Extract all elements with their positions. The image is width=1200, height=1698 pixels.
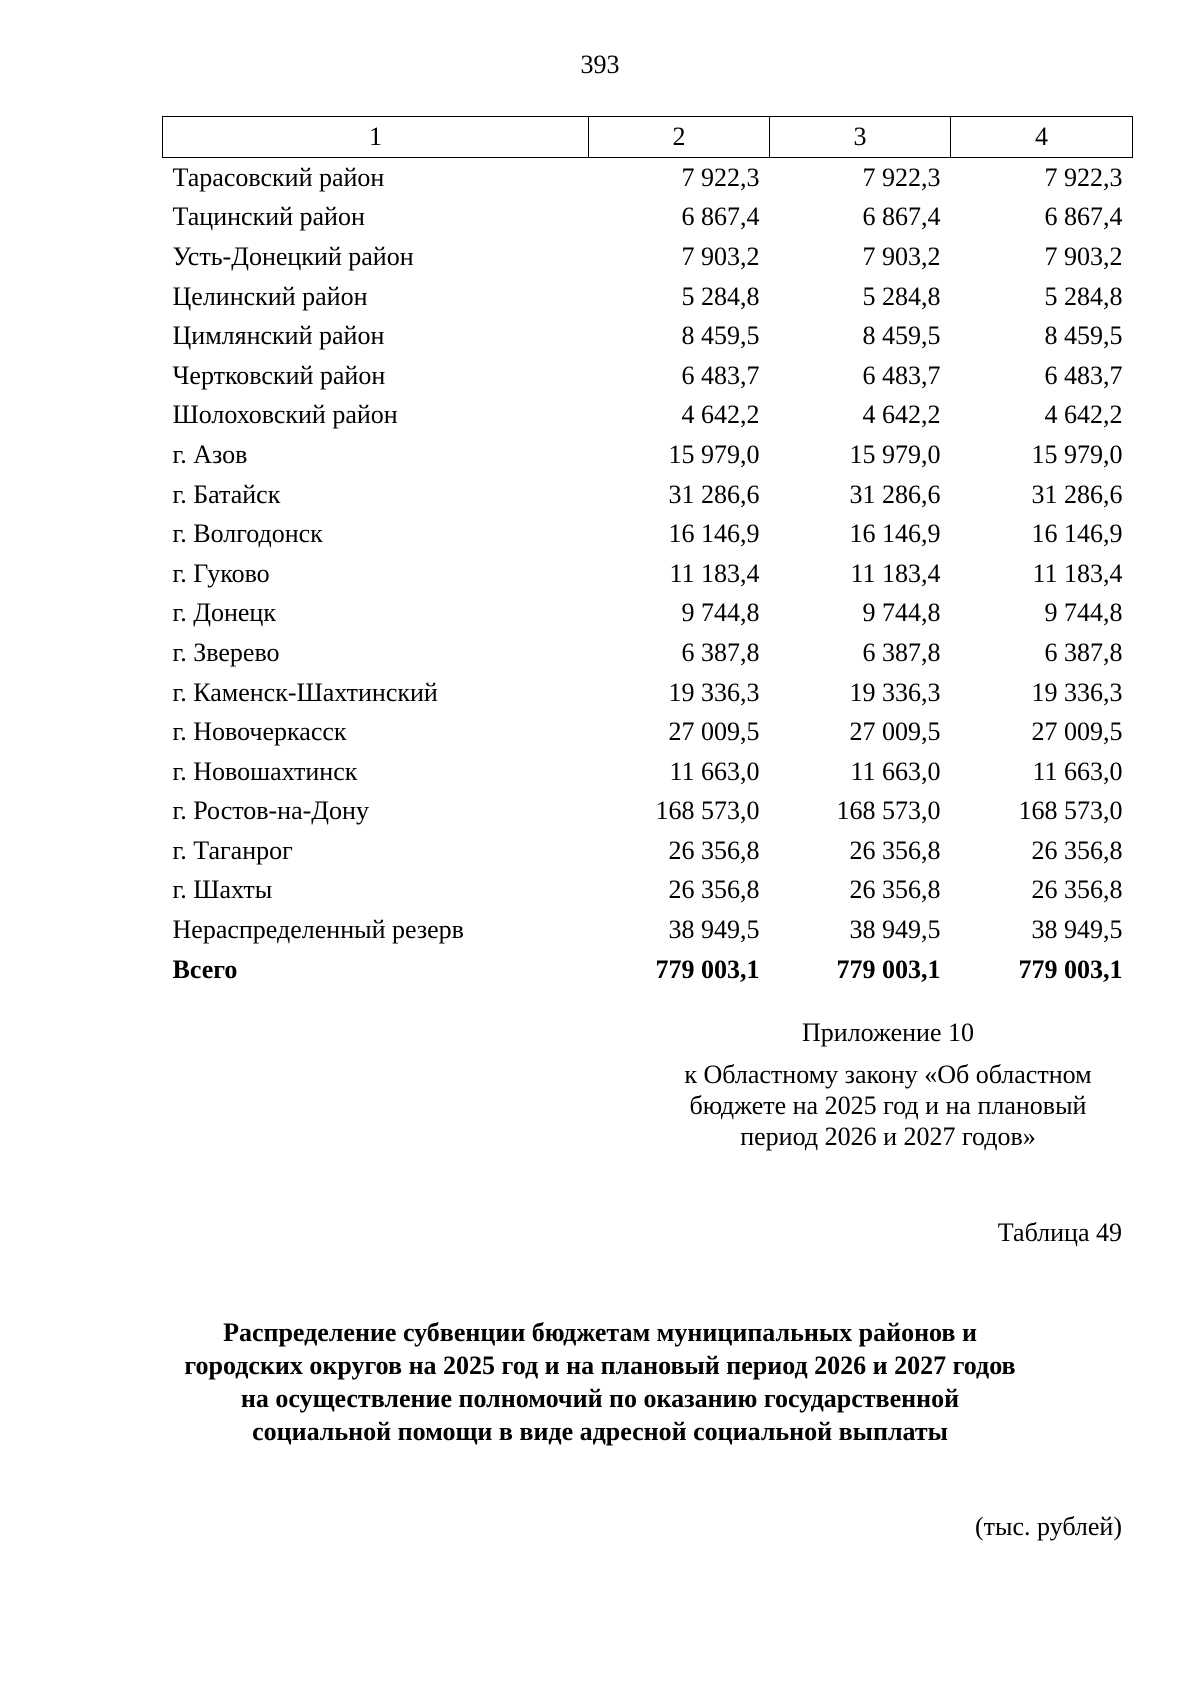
heading-line: Распределение субвенции бюджетам муниципальных районов и (223, 1318, 977, 1347)
value-2026-cell: 27 009,5 (849, 717, 941, 747)
value-2025-cell: 6 867,4 (681, 202, 760, 232)
appendix-title: Приложение 10 (801, 1018, 975, 1047)
appendix-reference-line: бюджете на 2025 год и на плановый (689, 1091, 1087, 1120)
value-2026-cell: 6 483,7 (862, 360, 941, 390)
table-row (163, 792, 1133, 832)
table-row (163, 554, 1133, 594)
value-2025-cell: 6 387,8 (681, 637, 760, 667)
table-row (163, 910, 1133, 950)
value-2025-cell: 15 979,0 (668, 439, 760, 469)
value-2026-cell: 11 183,4 (850, 558, 941, 588)
column-header-4: 4 (951, 117, 1133, 158)
value-2026-cell: 16 146,9 (849, 519, 941, 549)
value-2027-cell: 5 284,8 (1044, 281, 1123, 311)
row-name-cell: г. Шахты (172, 875, 273, 905)
value-2026-cell: 7 903,2 (862, 241, 941, 271)
value-2027-cell: 38 949,5 (1031, 915, 1123, 945)
value-2025-cell: 5 284,8 (681, 281, 760, 311)
value-2027-cell: 11 663,0 (1032, 756, 1123, 786)
value-2026-cell: 8 459,5 (862, 321, 941, 351)
value-2027-cell: 31 286,6 (1031, 479, 1123, 509)
table-row (163, 712, 1133, 752)
appendix-reference-line: к Областному закону «Об областном (684, 1060, 1092, 1089)
row-name-cell: Тарасовский район (172, 162, 385, 192)
value-2027-cell: 26 356,8 (1031, 835, 1123, 865)
value-2027-cell: 15 979,0 (1031, 439, 1123, 469)
column-header-3: 3 (770, 117, 951, 158)
table-row (163, 475, 1133, 515)
row-name-cell: Всего (172, 954, 238, 984)
heading-line: городских округов на 2025 год и на плановый период 2026 и 2027 годов (184, 1351, 1016, 1380)
value-2027-cell: 9 744,8 (1044, 598, 1123, 628)
row-name-cell: г. Зверево (172, 637, 280, 667)
value-2025-cell: 26 356,8 (668, 875, 760, 905)
value-2027-cell: 27 009,5 (1031, 717, 1123, 747)
row-name-cell: г. Ростов-на-Дону (172, 796, 369, 826)
value-2027-cell: 16 146,9 (1031, 519, 1123, 549)
row-name-cell: г. Новошахтинск (172, 756, 358, 786)
table-heading (120, 1316, 1080, 1448)
table-row (163, 633, 1133, 673)
table-row (163, 356, 1133, 396)
value-2027-cell: 6 483,7 (1044, 360, 1123, 390)
value-2027-cell: 11 183,4 (1032, 558, 1123, 588)
table-row (163, 396, 1133, 436)
table-row (163, 871, 1133, 911)
value-2025-cell: 38 949,5 (668, 915, 760, 945)
units-label: (тыс. рублей) (974, 1512, 1122, 1541)
value-2025-cell: 16 146,9 (668, 519, 760, 549)
value-2027-cell: 779 003,1 (1018, 954, 1123, 984)
subvention-table (162, 116, 1133, 989)
value-2025-cell: 7 903,2 (681, 241, 760, 271)
row-name-cell: Тацинский район (172, 202, 365, 232)
table-row (163, 435, 1133, 475)
table-row (163, 158, 1133, 198)
value-2025-cell: 31 286,6 (668, 479, 760, 509)
value-2025-cell: 7 922,3 (681, 162, 760, 192)
value-2025-cell: 19 336,3 (668, 677, 760, 707)
value-2027-cell: 7 903,2 (1044, 241, 1123, 271)
value-2026-cell: 15 979,0 (849, 439, 941, 469)
table-number: Таблица 49 (997, 1218, 1122, 1247)
value-2026-cell: 38 949,5 (849, 915, 941, 945)
value-2027-cell: 168 573,0 (1018, 796, 1123, 826)
column-header-2: 2 (589, 117, 770, 158)
value-2025-cell: 27 009,5 (668, 717, 760, 747)
value-2026-cell: 26 356,8 (849, 875, 941, 905)
table-row (163, 316, 1133, 356)
row-name-cell: г. Азов (172, 439, 248, 469)
table-row (163, 198, 1133, 238)
value-2026-cell: 31 286,6 (849, 479, 941, 509)
value-2025-cell: 779 003,1 (655, 954, 760, 984)
table-row (163, 514, 1133, 554)
value-2026-cell: 779 003,1 (836, 954, 941, 984)
value-2026-cell: 6 387,8 (862, 637, 941, 667)
table-header-row (163, 117, 1133, 158)
row-name-cell: г. Батайск (172, 479, 281, 509)
value-2027-cell: 6 387,8 (1044, 637, 1123, 667)
row-name-cell: г. Таганрог (172, 835, 293, 865)
column-header-1: 1 (163, 117, 589, 158)
value-2025-cell: 11 183,4 (669, 558, 760, 588)
page-number: 393 (580, 50, 620, 79)
appendix-reference-line: период 2026 и 2027 годов» (740, 1122, 1036, 1151)
table-row (163, 237, 1133, 277)
value-2027-cell: 8 459,5 (1044, 321, 1123, 351)
total-row (163, 950, 1133, 990)
table-body (163, 158, 1133, 990)
value-2025-cell: 6 483,7 (681, 360, 760, 390)
row-name-cell: Цимлянский район (172, 321, 385, 351)
heading-line: на осуществление полномочий по оказанию государственной (240, 1384, 960, 1413)
value-2026-cell: 168 573,0 (836, 796, 941, 826)
value-2026-cell: 6 867,4 (862, 202, 941, 232)
table-row (163, 277, 1133, 317)
value-2027-cell: 4 642,2 (1044, 400, 1123, 430)
value-2026-cell: 4 642,2 (862, 400, 941, 430)
table-row (163, 831, 1133, 871)
row-name-cell: Нераспределенный резерв (172, 915, 464, 945)
value-2025-cell: 11 663,0 (669, 756, 760, 786)
row-name-cell: Шолоховский район (172, 400, 398, 430)
value-2026-cell: 5 284,8 (862, 281, 941, 311)
table-row (163, 673, 1133, 713)
value-2026-cell: 9 744,8 (862, 598, 941, 628)
appendix-reference (648, 1059, 1128, 1152)
value-2025-cell: 9 744,8 (681, 598, 760, 628)
row-name-cell: Усть-Донецкий район (172, 241, 414, 271)
value-2027-cell: 6 867,4 (1044, 202, 1123, 232)
value-2027-cell: 7 922,3 (1044, 162, 1123, 192)
value-2025-cell: 4 642,2 (681, 400, 760, 430)
value-2026-cell: 26 356,8 (849, 835, 941, 865)
value-2026-cell: 19 336,3 (849, 677, 941, 707)
table-row (163, 594, 1133, 634)
value-2027-cell: 26 356,8 (1031, 875, 1123, 905)
heading-line: социальной помощи в виде адресной социальной выплаты (252, 1417, 948, 1446)
value-2025-cell: 168 573,0 (655, 796, 760, 826)
row-name-cell: г. Новочеркасск (172, 717, 347, 747)
value-2026-cell: 11 663,0 (850, 756, 941, 786)
row-name-cell: г. Каменск-Шахтинский (172, 677, 438, 707)
row-name-cell: Целинский район (172, 281, 368, 311)
value-2025-cell: 8 459,5 (681, 321, 760, 351)
value-2027-cell: 19 336,3 (1031, 677, 1123, 707)
row-name-cell: Чертковский район (172, 360, 386, 390)
row-name-cell: г. Волгодонск (172, 519, 323, 549)
table-row (163, 752, 1133, 792)
value-2025-cell: 26 356,8 (668, 835, 760, 865)
value-2026-cell: 7 922,3 (862, 162, 941, 192)
row-name-cell: г. Гуково (172, 558, 270, 588)
row-name-cell: г. Донецк (172, 598, 276, 628)
